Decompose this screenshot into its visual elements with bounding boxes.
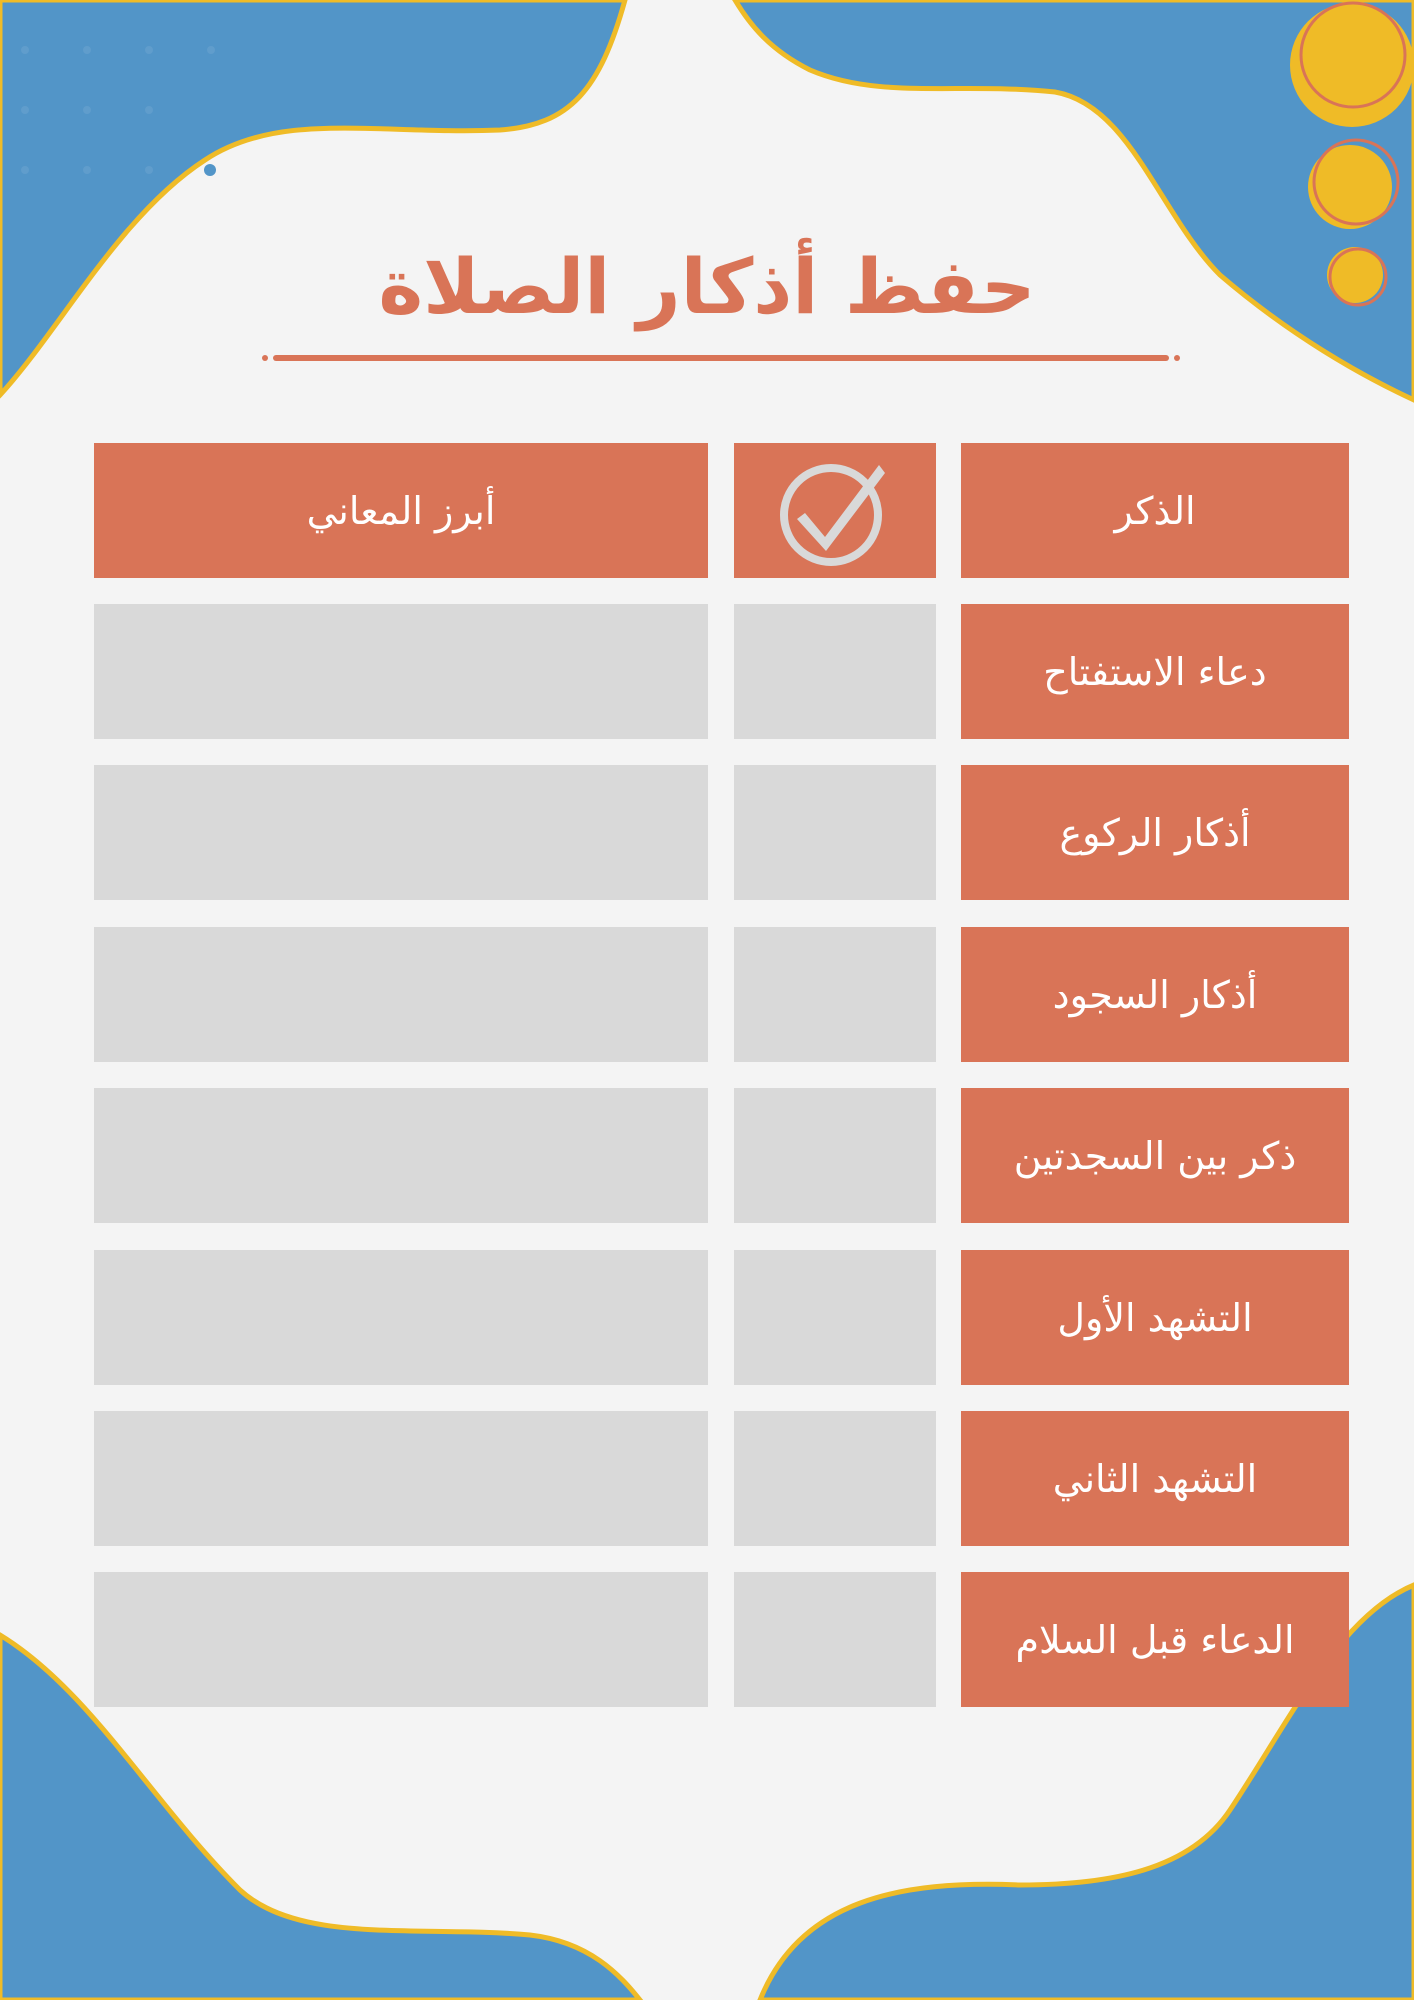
title-underline <box>262 352 1180 364</box>
row-label-4: ذكر بين السجدتين <box>961 1088 1349 1223</box>
row-label-7: الدعاء قبل السلام <box>961 1572 1349 1707</box>
row-check-box-2[interactable] <box>734 765 936 900</box>
row-check-box-4[interactable] <box>734 1088 936 1223</box>
row-meaning-field-6[interactable] <box>94 1411 708 1546</box>
row-meaning-field-7[interactable] <box>94 1572 708 1707</box>
row-label-6: التشهد الثاني <box>961 1411 1349 1546</box>
header-dhikr: الذكر <box>961 443 1349 578</box>
row-meaning-field-5[interactable] <box>94 1250 708 1385</box>
row-meaning-field-2[interactable] <box>94 765 708 900</box>
row-check-box-5[interactable] <box>734 1250 936 1385</box>
row-label-2: أذكار الركوع <box>961 765 1349 900</box>
row-check-box-1[interactable] <box>734 604 936 739</box>
row-meaning-field-3[interactable] <box>94 927 708 1062</box>
row-check-box-3[interactable] <box>734 927 936 1062</box>
check-circle-icon <box>779 455 891 567</box>
row-meaning-field-4[interactable] <box>94 1088 708 1223</box>
row-label-3: أذكار السجود <box>961 927 1349 1062</box>
header-meanings: أبرز المعاني <box>94 443 708 578</box>
header-check <box>734 443 936 578</box>
row-label-5: التشهد الأول <box>961 1250 1349 1385</box>
row-check-box-7[interactable] <box>734 1572 936 1707</box>
page-title: حفظ أذكار الصلاة <box>378 242 1036 331</box>
row-meaning-field-1[interactable] <box>94 604 708 739</box>
row-label-1: دعاء الاستفتاح <box>961 604 1349 739</box>
row-check-box-6[interactable] <box>734 1411 936 1546</box>
